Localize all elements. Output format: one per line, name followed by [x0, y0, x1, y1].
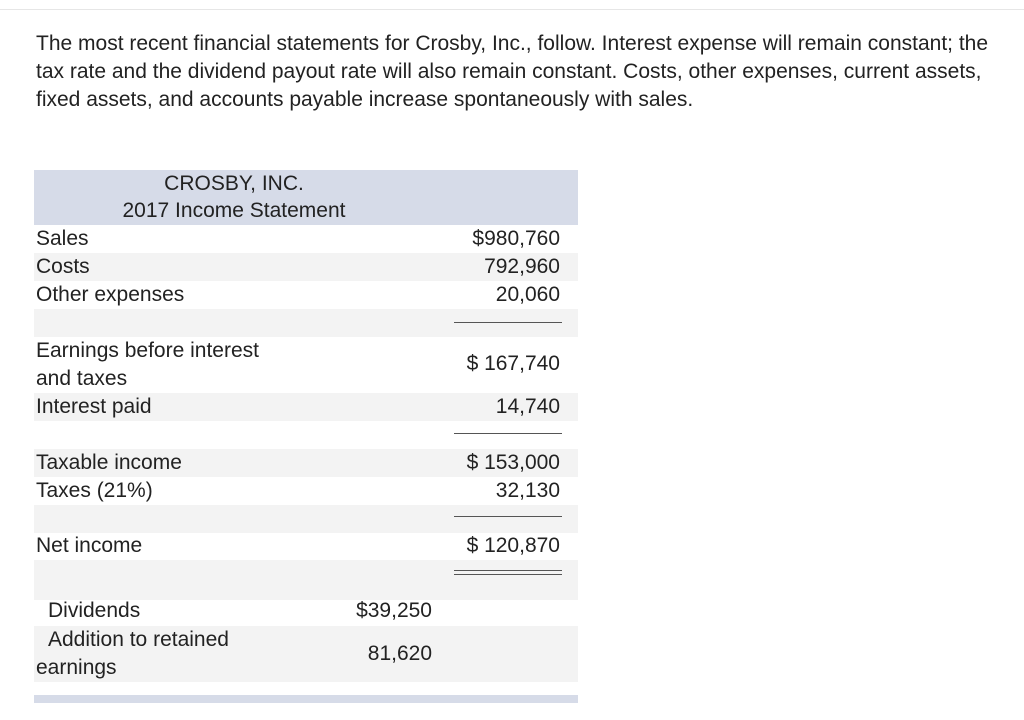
- income-statement-table: [34, 170, 578, 679]
- row-costs: [34, 253, 578, 281]
- costs-value: 792,960: [484, 255, 560, 278]
- company-name: CROSBY, INC.: [164, 172, 304, 195]
- row-dividends: [34, 597, 578, 625]
- subtotal-rule: [454, 516, 562, 517]
- row-ebit: [34, 337, 578, 393]
- table-footer-bar: [34, 695, 578, 703]
- row-taxes: [34, 477, 578, 505]
- sales-label: Sales: [36, 227, 89, 250]
- retained-label-line2: earnings: [36, 656, 117, 679]
- row-other-expenses: [34, 281, 578, 309]
- statement-header: [34, 170, 578, 225]
- ebit-label-line2: and taxes: [36, 367, 128, 390]
- row-taxable-income: [34, 449, 578, 477]
- statement-title: 2017 Income Statement: [122, 199, 346, 222]
- row-interest: [34, 393, 578, 421]
- sales-value: $980,760: [472, 227, 560, 250]
- retained-label-line1: Addition to retained: [48, 628, 229, 651]
- row-spacer: [34, 309, 578, 337]
- interest-label: Interest paid: [36, 395, 152, 418]
- dividends-label: Dividends: [48, 599, 141, 622]
- taxable-income-value: $ 153,000: [466, 451, 560, 474]
- net-income-value: $ 120,870: [466, 534, 560, 557]
- row-spacer: [34, 505, 578, 533]
- net-income-label: Net income: [36, 534, 143, 557]
- costs-label: Costs: [36, 255, 90, 278]
- dividends-value: $39,250: [356, 599, 432, 622]
- subtotal-rule: [454, 322, 562, 323]
- other-expenses-label: Other expenses: [36, 283, 185, 306]
- retained-value: 81,620: [367, 642, 432, 665]
- row-spacer: [34, 421, 578, 449]
- subtotal-rule: [454, 433, 562, 434]
- taxes-label: Taxes (21%): [36, 479, 153, 502]
- ebit-label-line1: Earnings before interest: [36, 339, 259, 362]
- ebit-value: $ 167,740: [466, 352, 560, 375]
- double-rule-top: [454, 570, 562, 571]
- top-divider: [0, 9, 1024, 10]
- interest-value: 14,740: [495, 395, 560, 418]
- row-net-income: [34, 532, 578, 560]
- row-sales: [34, 225, 578, 253]
- taxes-value: 32,130: [495, 479, 560, 502]
- double-rule-bottom: [454, 574, 562, 575]
- row-addition-retained: [34, 626, 578, 682]
- row-spacer: [34, 560, 578, 600]
- taxable-income-label: Taxable income: [36, 451, 182, 474]
- other-expenses-value: 20,060: [495, 283, 560, 306]
- problem-text: The most recent financial statements for Crosby, Inc., follow. Interest expense will remain constant; the tax rate and the dividend payout rate will also remain constant. Costs, other expenses, current assets, fixed assets, and accounts payable increase spontaneously with sales.: [36, 32, 989, 111]
